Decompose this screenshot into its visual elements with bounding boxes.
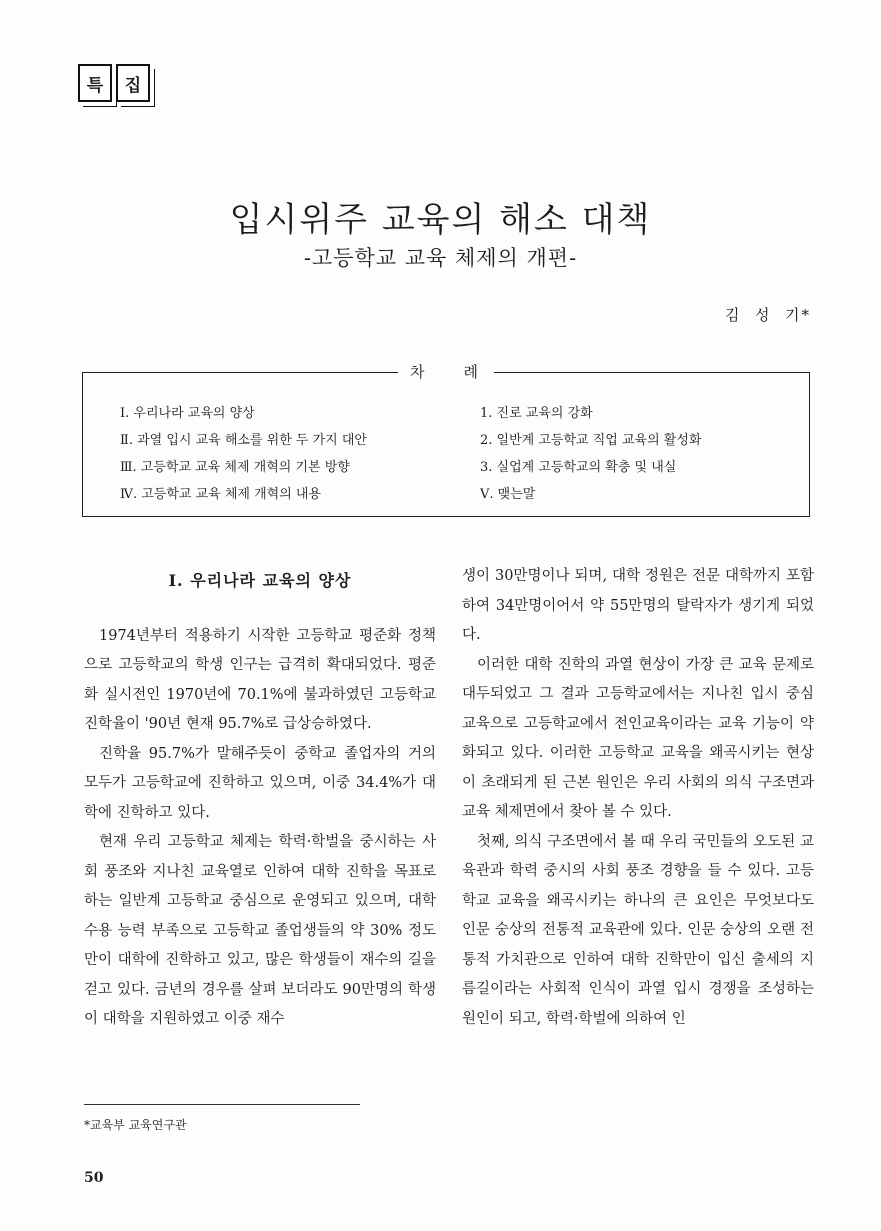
- body-paragraph: 첫째, 의식 구조면에서 볼 때 우리 국민들의 오도된 교육관과 학력 중시의 사회 풍조 경향을 들 수 있다. 고등학교 교육을 왜곡시키는 하나의 큰 요인은 무엇보다도 인문 숭상의 전통적 교육관에 있다. 인문 숭상의 오랜 전통적 가치관으로 인하여 대학 진학만이 입신 출세의 지름길이라는 사회적 인식이 과열 입시 경쟁을 조성하는 원인이 되고, 학력·학벌에 의하여 인: [462, 833, 814, 1027]
- toc-item: Ⅲ. 고등학교 교육 체제 개혁의 기본 방향: [120, 460, 350, 475]
- body-paragraph: 현재 우리 고등학교 체제는 학력·학벌을 중시하는 사회 풍조와 지나친 교육열로 인하여 대학 진학을 목표로 하는 일반계 고등학교 중심으로 운영되고 있으며, 대학 수용 능력 부족으로 고등학교 졸업생들의 약 30% 정도만이 대학에 진학하고 있고, 많은 학생들이 재수의 길을 걷고 있다. 금년의 경우를 살펴 보더라도 90만명의 학생이 대학을 지원하였고 이중 재수: [84, 834, 436, 1027]
- table-of-contents: [82, 363, 810, 518]
- article-subtitle: -고등학교 교육 체제의 개편-: [303, 246, 578, 270]
- badge-char: 특: [78, 64, 112, 102]
- body-column-left: [84, 562, 436, 1035]
- author-name: 김 성 기*: [724, 306, 811, 324]
- footnote-divider: [84, 1104, 360, 1105]
- body-paragraph: 1974년부터 적용하기 시작한 고등학교 평준화 정책으로 고등학교의 학생 인구는 급격히 확대되었다. 평준화 실시전인 1970년에 70.1%에 불과하였던 고등학교 진학율이 '90년 현재 95.7%로 급상승하였다.: [84, 627, 436, 732]
- toc-left-column: [120, 400, 367, 508]
- toc-top-rule: [494, 372, 810, 373]
- toc-item: 3. 실업계 고등학교의 확충 및 내실: [480, 460, 677, 475]
- body-paragraph: 생이 30만명이나 되며, 대학 정원은 전문 대학까지 포함하여 34만명이어서 약 55만명의 탈락자가 생기게 되었다.: [462, 568, 814, 643]
- toc-item: Ⅳ. 고등학교 교육 체제 개혁의 내용: [120, 487, 322, 502]
- toc-top-rule: [82, 372, 398, 373]
- badge-char: 집: [116, 64, 150, 102]
- body-column-right: [462, 562, 814, 1034]
- toc-item: Ⅱ. 과열 입시 교육 해소를 위한 두 가지 대안: [120, 433, 367, 448]
- toc-item: Ⅰ. 우리나라 교육의 양상: [120, 406, 255, 421]
- toc-item: 2. 일반계 고등학교 직업 교육의 활성화: [480, 433, 702, 448]
- toc-right-column: [480, 400, 701, 508]
- footnote: *교육부 교육연구관: [84, 1118, 187, 1132]
- body-paragraph: 이러한 대학 진학의 과열 현상이 가장 큰 교육 문제로 대두되었고 그 결과 고등학교에서는 지나친 입시 중심 교육으로 고등학교에서 전인교육이라는 교육 기능이 약화되고 있다. 이러한 고등학교 교육을 왜곡시키는 현상이 초래되게 된 근본 원인은 우리 사회의 의식 구조면과 교육 체제면에서 찾아 볼 수 있다.: [462, 656, 814, 820]
- special-feature-badge: [78, 64, 150, 102]
- toc-label: 차 례: [409, 363, 483, 381]
- toc-item: Ⅴ. 맺는말: [480, 487, 536, 502]
- section-heading: Ⅰ. 우리나라 교육의 양상: [168, 571, 352, 590]
- body-paragraph: 진학율 95.7%가 말해주듯이 중학교 졸업자의 거의 모두가 고등학교에 진학하고 있으며, 이중 34.4%가 대학에 진학하고 있다.: [84, 745, 436, 821]
- article-title: 입시위주 교육의 해소 대책: [229, 200, 652, 240]
- toc-item: 1. 진로 교육의 강화: [480, 406, 593, 421]
- page-number: 50: [84, 1170, 104, 1186]
